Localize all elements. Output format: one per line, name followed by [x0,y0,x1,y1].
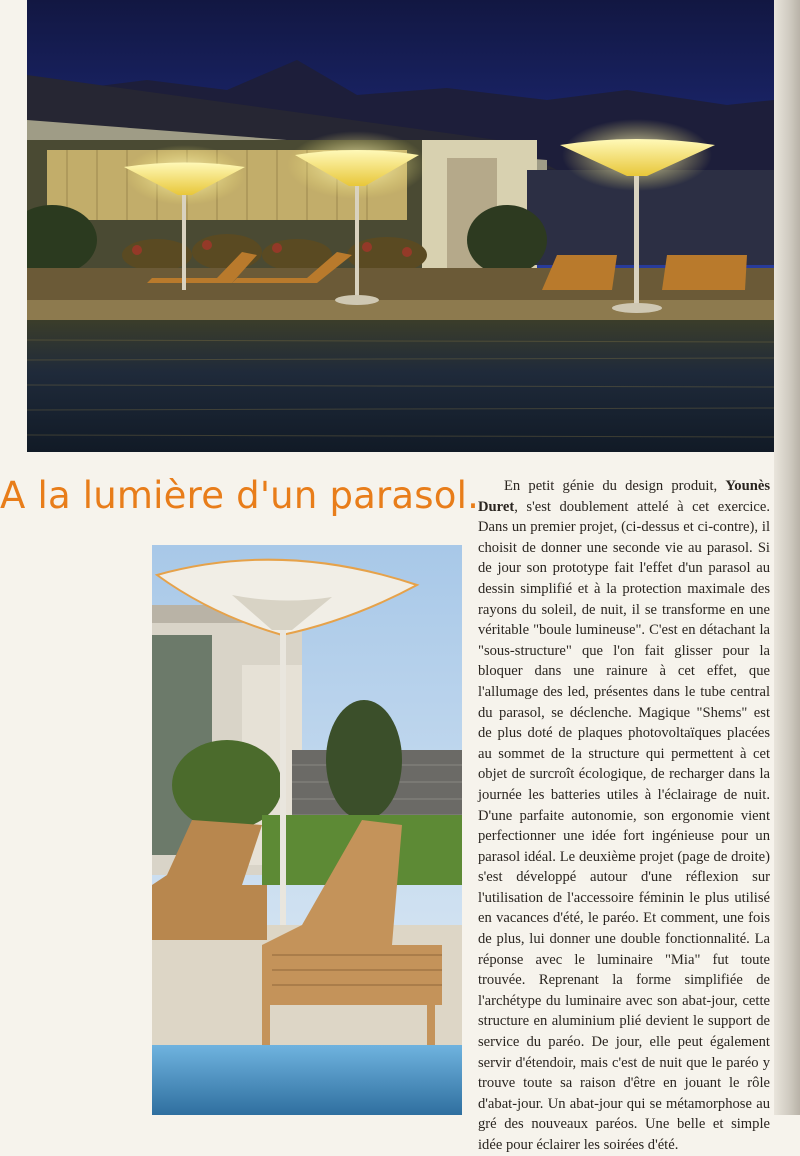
article-body [478,476,770,1156]
article-headline: A la lumière d'un parasol. [0,474,480,517]
day-parasol-photo [152,545,462,1115]
article-intro: En petit génie du design produit, [504,478,718,494]
article-text: , s'est doublement attelé à cet exercice. Dans un premier projet, (ci-dessus et ci-contre), il choisit de donner une seconde vie au parasol. Si de jour son prototype fait l'effet d'un parasol au dessin simplifié et à la protection maximale des rayons du soleil, de nuit, il se transforme en une véritable "boule lumineuse". C'est en détachant la "sous-structure" que l'on fait glisser pour la bloquer dans une rainure à cet effet, que l'allumage des led, présentes dans le tube central du parasol, se déclenche. Magique "Shems" est de plus doté de plaques photovoltaïques placées au sommet de la structure qui permettent à cet objet de surcroît écologique, de recharger dans la journée les batteries utiles à l'éclairage de nuit. D'une parfaite autonomie, son ergonomie vient perfectionner une idée fort ingénieuse pour un parasol idéal. Le deuxième projet (page de droite) s'est développé autour d'une réflexion sur l'utilisation de l'accessoire féminin le plus utilisé en vacances d'été, le paréo. Et comment, une fois de plus, lui donner une double fonctionnalité. La réponse avec le luminaire "Mia" fut toute trouvée. Reprenant la forme simplifiée de l'archétype du luminaire avec son abat-jour, cette structure en aluminium plié devient le support de service du paréo. De jour, elle peut également servir d'étendoir, mais c'est de nuit que le paréo y trouve toute sa raison d'être en jouant le rôle d'abat-jour. Un abat-jour qui se métamorphose au gré des nouveaux paréos. Une belle et simple idée pour éclairer les soirées d'été. [478,498,770,1153]
night-parasol-photo [27,0,774,452]
article-paragraph [478,476,770,1156]
author-name: Younès Duret [478,478,770,515]
page-edge-shadow [774,0,800,1115]
